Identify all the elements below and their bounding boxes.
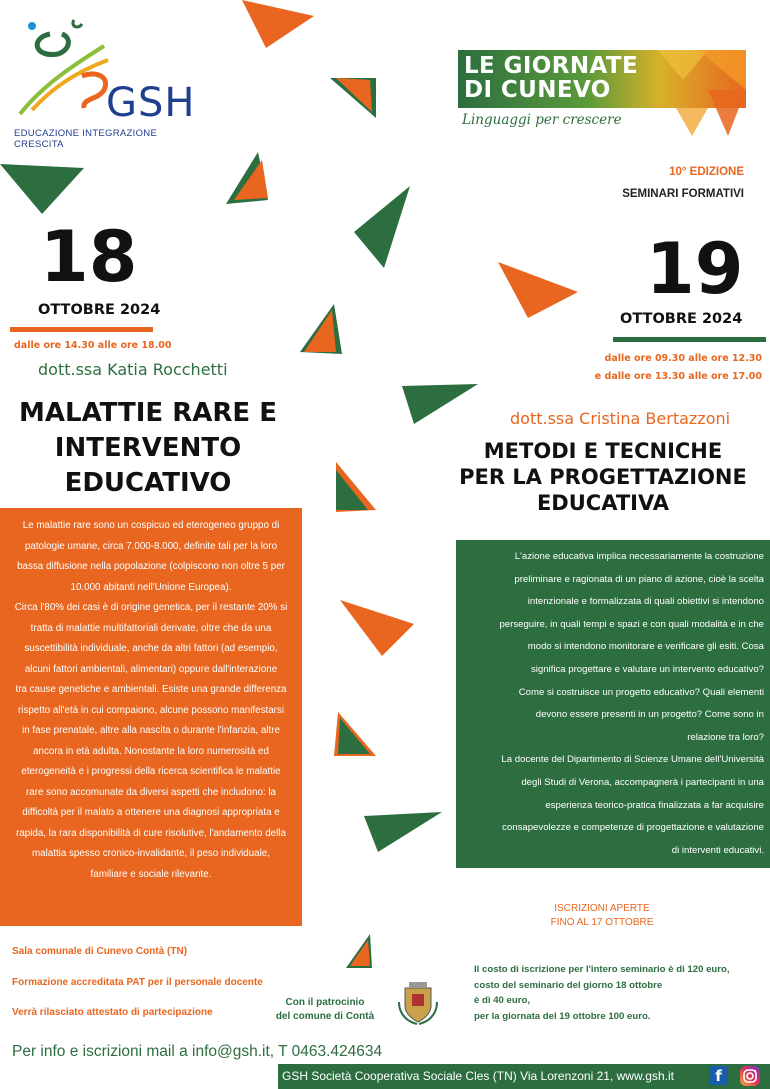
day1-divider: [10, 327, 153, 332]
cost-details: [474, 962, 730, 1024]
day1-description-line: eterogeneità e i progressi della ricerca scientifica le malattie: [21, 766, 281, 777]
contact-line: Per info e iscrizioni mail a info@gsh.it, T 0463.424634: [12, 1043, 383, 1060]
day1-description: [0, 508, 302, 926]
venue-info: Sala comunale di Cunevo Contà (TN): [12, 946, 188, 957]
day2-month: OTTOBRE 2024: [620, 311, 743, 327]
day2-time-line2: e dalle ore 13.30 alle ore 17.00: [594, 371, 762, 382]
day2-time: [595, 350, 762, 386]
edition-label: 10° EDIZIONE: [669, 166, 744, 178]
day1-date: 18: [40, 216, 138, 298]
day2-title-line3: EDUCATIVA: [536, 491, 670, 515]
patronage-text: [266, 996, 384, 1024]
gsh-logo: [12, 16, 196, 150]
day1-title-line3: EDUCATIVO: [64, 468, 232, 498]
day1-description-line: familiare e sociale rilevante.: [90, 868, 212, 880]
day1-description-line: difficoltà per il malato a ottenere una diagnosi appropriata e: [22, 807, 280, 818]
banner-subtitle: Linguaggi per crescere: [462, 112, 622, 128]
event-banner: [458, 50, 746, 136]
day1-description-line: 10.000 abitanti nell'Unione Europea).: [70, 581, 232, 593]
day1-description-line: suscettibilità individuale, anche da altri fattori (ad esempio,: [24, 643, 278, 654]
day1-title-line1: MALATTIE RARE E: [19, 398, 277, 428]
day2-description-line: modo si intendono monitorare e verificare gli esiti. Cosa: [527, 641, 764, 653]
day2-divider: [613, 337, 766, 342]
day2-description-line: L'azione educativa implica necessariamente la costruzione: [514, 551, 764, 562]
day2-description-line: devono essere presenti in un progetto? Come sono in: [535, 709, 764, 721]
day2-time-line1: dalle ore 09.30 alle ore 12.30: [604, 353, 762, 364]
day1-description-line: tra cause genetiche e ambientali. Esiste una grande differenza: [15, 684, 287, 695]
logo-name: GSH: [106, 80, 196, 126]
day2-description-line: di interventi educativi.: [671, 844, 764, 856]
facebook-icon[interactable]: f: [709, 1066, 728, 1085]
day1-title-line2: INTERVENTO: [54, 433, 242, 463]
registration-notice: [540, 902, 664, 930]
patronage-line1: Con il patrocinio: [285, 997, 365, 1008]
day2-speaker: dott.ssa Cristina Bertazzoni: [510, 409, 731, 428]
conta-coat-of-arms: [397, 982, 439, 1026]
banner-title-line1: LE GIORNATE: [464, 53, 639, 79]
day2-description-line: esperienza teorico-pratica finalizzata a far acquisire: [545, 799, 764, 811]
day1-description-line: Circa l'80% dei casi è di origine genetica, per il restante 20% si: [14, 602, 288, 613]
day1-description-line: in fase prenatale, altre alla nascita o durante l'infanzia, altre: [22, 725, 280, 736]
registration-line2: FINO AL 17 OTTOBRE: [550, 917, 654, 928]
day1-description-line: bassa diffusione nella popolazione (colpiscono non oltre 5 per: [17, 561, 285, 572]
day2-date: 19: [646, 228, 744, 310]
banner-title-line2: DI CUNEVO: [464, 77, 611, 103]
day1-description-line: rapida, la rara disponibilità di cure risolutive, l'andamento della: [16, 827, 286, 839]
instagram-icon[interactable]: [739, 1065, 761, 1087]
day2-title-line1: METODI E TECNICHE: [483, 439, 723, 463]
day2-description-line: relazione tra loro?: [687, 731, 764, 743]
day2-title: [440, 438, 766, 516]
day1-description-line: Le malattie rare sono un cospicuo ed eterogeneo gruppo di: [22, 520, 280, 531]
day1-description-line: tratta di malattie multifattoriali derivate, oltre che da una: [30, 622, 272, 634]
banner-title: [464, 54, 638, 102]
footer-text: GSH Società Cooperativa Sociale Cles (TN) Via Lorenzoni 21, www.gsh.it: [282, 1069, 674, 1083]
series-label: SEMINARI FORMATIVI: [622, 188, 744, 200]
accreditation-info: Formazione accreditata PAT per il personale docente: [12, 977, 263, 988]
day1-description-line: rare sono accomunate da diversi aspetti che includono: la: [26, 786, 276, 798]
day2-description-line: perseguire, in quali tempi e spazi e con quali modalità e in che: [499, 618, 764, 630]
cost-line: è di 40 euro,: [474, 995, 530, 1006]
footer-bar: [278, 1064, 770, 1089]
day2-description-line: significa progettare e valutare un intervento educativo?: [530, 663, 764, 675]
cost-line: per la giornata del 19 ottobre 100 euro.: [474, 1010, 651, 1022]
day1-description-line: alcuni fattori ambientali, alimentari) oppure dall'interazione: [24, 663, 278, 675]
day1-speaker: dott.ssa Katia Rocchetti: [38, 360, 228, 379]
day1-description-line: rispetto all'età in cui compaiono, alcune possono manifestarsi: [18, 704, 284, 716]
cost-line: costo del seminario del giorno 18 ottobre: [474, 979, 663, 991]
day2-description-line: degli Studi di Verona, accompagnerà i partecipanti in una: [521, 776, 764, 788]
day1-description-line: malattia spesso cronico-invalidante, il peso individuale,: [32, 848, 270, 859]
day2-description-line: Come si costruisce un progetto educativo? Quali elementi: [518, 686, 764, 698]
certificate-info: Verrà rilasciato attestato di partecipazione: [12, 1007, 213, 1018]
day2-description: [456, 540, 770, 868]
day1-month: OTTOBRE 2024: [38, 302, 161, 318]
day2-description-line: La docente del Dipartimento di Scienze Umane dell'Università: [501, 754, 764, 766]
patronage-line2: del comune di Contà: [275, 1011, 375, 1022]
logo-tagline: EDUCAZIONE INTEGRAZIONE CRESCITA: [14, 128, 158, 150]
day1-description-line: ancora in età adulta. Nonostante la loro numerosità ed: [33, 745, 269, 757]
day2-title-line2: PER LA PROGETTAZIONE: [459, 465, 747, 489]
day1-time: dalle ore 14.30 alle ore 18.00: [14, 340, 172, 351]
day2-description-line: consapevolezze e competenze di progettazione e valutazione: [502, 822, 764, 834]
day2-description-line: intenzionale e formalizzata di quali obiettivi si intendono: [527, 596, 764, 608]
registration-line1: ISCRIZIONI APERTE: [554, 903, 650, 914]
day2-description-line: preliminare e ragionata di un piano di azione, cioè la scelta: [514, 573, 764, 585]
day1-description-line: patologie umane, circa 7.000-8.000, definite tali per la loro: [24, 540, 278, 552]
cost-line: Il costo di iscrizione per l'intero seminario è di 120 euro,: [474, 964, 730, 975]
day1-title: [4, 396, 292, 501]
